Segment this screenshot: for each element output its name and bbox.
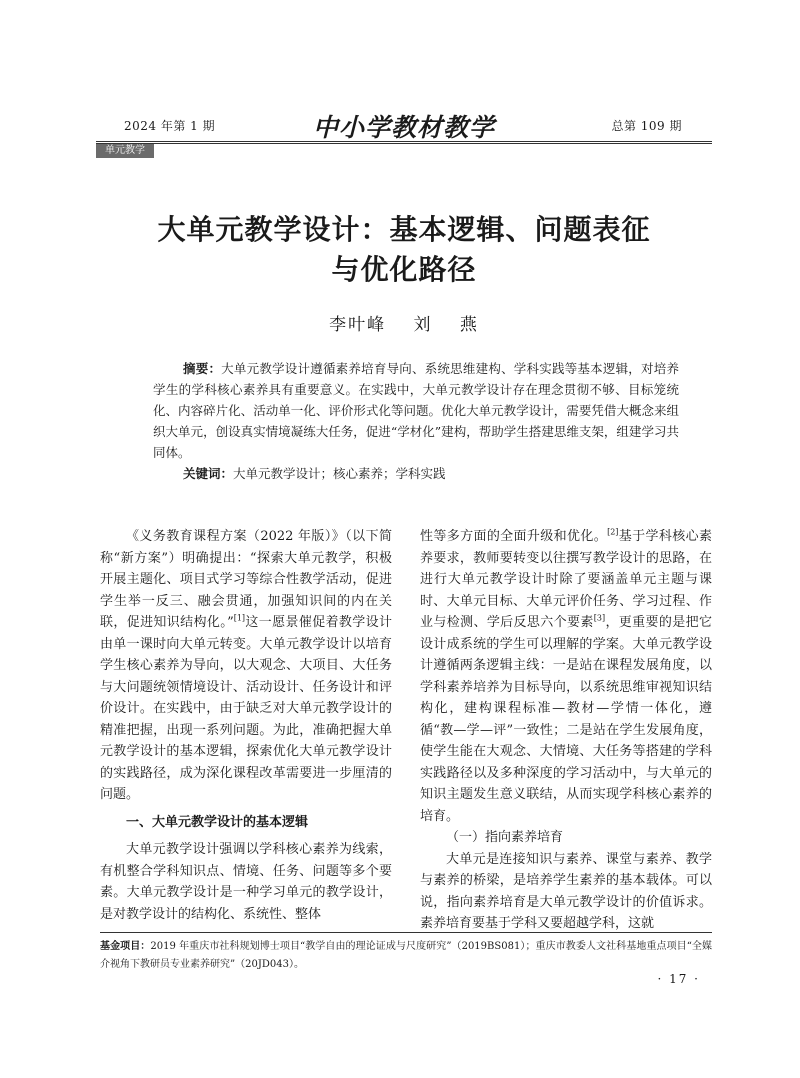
- page-number: · 17 ·: [657, 972, 700, 986]
- para3-text-a: 性等多方面的全面升级和优化。: [420, 529, 608, 544]
- authors: 李叶峰 刘 燕: [329, 315, 479, 335]
- para3-text-b: 基于学科核心素养要求，教师要转变以往撰写教学设计的思路，在进行大单元教学设计时除了要涵盖单元主题与课时、大单元目标、大单元评价任务、学习过程、作业与检测、学后反思六个要素: [420, 529, 712, 630]
- abstract: [153, 358, 679, 463]
- section-tag: 单元教学: [96, 144, 154, 158]
- body-paragraph-2: 大单元教学设计强调以学科核心素养为线索，有机整合学科知识点、情境、任务、问题等多个要素。大单元教学设计是一种学习单元的教学设计，是对教学设计的结构化、系统性、整体: [100, 842, 392, 922]
- footnote-text: 2019 年重庆市社科规划博士项目“教学自由的理论证成与尺度研究”（2019BS081）；重庆市教委人文社科基地重点项目“全媒介视角下教研员专业素养研究”（20JD043）。: [100, 941, 712, 970]
- para3-text-c: ，更重要的是把它设计成系统的学生可以理解的学案。大单元教学设计遵循两条逻辑主线：一是站在课程发展角度，以学科素养培养为目标导向，以系统思维审视知识结构化，建构课程标准—教材—学情一体化，遵循“教—学—评”一致性；二是站在学生发展角度，使学生能在大观念、大情境、大任务等搭建的学科实践路径以及多种深度的学习活动中，与大单元的知识主题发生意义联结，从而实现学科核心素养的培育。: [420, 615, 712, 824]
- subsection-heading-1: （一）指向素养培育: [446, 830, 564, 845]
- body-paragraph-4: 大单元是连接知识与素养、课堂与素养、教学与素养的桥梁，是培养学生素养的基本载体。可以说，指向素养培育是大单元教学设计的价值诉求。素养培育要基于学科又要超越学科，这就: [420, 851, 712, 931]
- header-rule-double: [96, 143, 712, 144]
- title-line-2: 与优化路径: [331, 253, 477, 286]
- title-line-1: 大单元教学设计：基本逻辑、问题表征: [157, 213, 651, 246]
- right-column: [420, 526, 712, 935]
- keywords-label: 关键词：: [183, 466, 234, 481]
- citation-1: [1]: [233, 613, 246, 623]
- body-paragraph-3: [420, 526, 712, 827]
- journal-logo: 中小学教材教学: [312, 113, 495, 142]
- keywords: [183, 463, 679, 484]
- keywords-text: 大单元教学设计；核心素养；学科实践: [233, 466, 446, 481]
- section-heading-1: 一、大单元教学设计的基本逻辑: [126, 814, 309, 830]
- issue-number: 2024 年第 1 期: [124, 119, 216, 133]
- article-title: [96, 210, 712, 290]
- abstract-label: 摘要：: [183, 361, 222, 376]
- intro-text-cont: 这一愿景催促着教学设计由单一课时向大单元转变。大单元教学设计以培育学生核心素养为导向，以大观念、大项目、大任务与大问题统领情境设计、活动设计、任务设计和评价设计。在实践中，由于缺乏对大单元教学设计的精准把握，出现一系列问题。为此，准确把握大单元教学设计的基本逻辑，探索优化大单元教学设计的实践路径，成为深化课程改革需要进一步厘清的问题。: [100, 615, 392, 802]
- total-issue-number: 总第 109 期: [611, 119, 682, 133]
- abstract-text: 大单元教学设计遵循素养培育导向、系统思维建构、学科实践等基本逻辑，对培养学生的学科核心素养具有重要意义。在实践中，大单元教学设计存在理念贯彻不够、目标笼统化、内容碎片化、活动单一化、评价形式化等问题。优化大单元教学设计，需要凭借大概念来组织大单元，创设真实情境凝练大任务，促进“学材化”建构，帮助学生搭建思维支架，组建学习共同体。: [153, 361, 679, 460]
- left-column: [100, 526, 392, 925]
- footnote-rule: [100, 932, 712, 933]
- abstract-block: [153, 358, 679, 484]
- header-rule: [96, 141, 712, 142]
- citation-2: [2]: [607, 527, 619, 537]
- footnote: [100, 938, 712, 974]
- citation-3: [3]: [593, 613, 606, 623]
- intro-paragraph: [100, 526, 392, 806]
- running-header: [96, 108, 712, 144]
- intro-text: 《义务教育课程方案（2022 年版）》（以下简称“新方案”）明确提出：“探索大单元教学，积极开展主题化、项目式学习等综合性教学活动，促进学生举一反三、融会贯通，加强知识间的内在关联，促进知识结构化。”: [100, 529, 392, 630]
- footnote-label: 基金项目：: [100, 941, 151, 952]
